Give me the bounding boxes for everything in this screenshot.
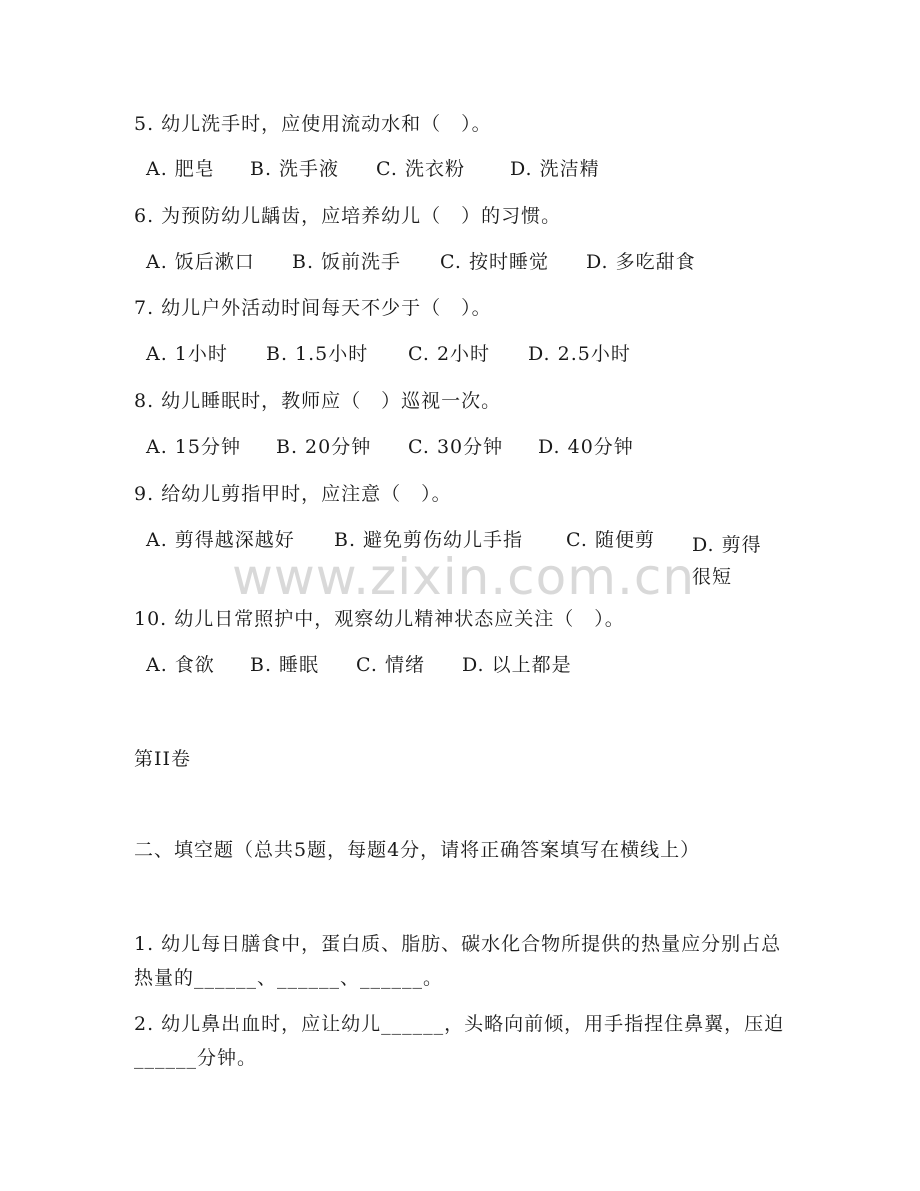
- question-7-option-d: D. 2.5小时: [528, 343, 631, 365]
- question-10-option-d: D. 以上都是: [462, 654, 572, 676]
- question-9-stem: 9. 给幼儿剪指甲时，应注意（ ）。: [134, 483, 452, 505]
- question-6-option-a: A. 饭后漱口: [146, 251, 255, 273]
- question-5-stem: 5. 幼儿洗手时，应使用流动水和（ ）。: [134, 113, 492, 135]
- question-9-option-d: D. 剪得很短: [692, 534, 762, 588]
- question-8-stem: 8. 幼儿睡眠时，教师应（ ）巡视一次。: [134, 390, 502, 412]
- question-8-option-b: B. 20分钟: [276, 436, 372, 458]
- question-5-option-d: D. 洗洁精: [510, 158, 600, 180]
- fill-blank-1: 1. 幼儿每日膳食中，蛋白质、脂肪、碳水化合物所提供的热量应分别占总热量的______、______、______。: [134, 933, 782, 989]
- question-7-options: [146, 343, 631, 365]
- question-8-option-c: C. 30分钟: [408, 436, 504, 458]
- volume-title: 第II卷: [134, 748, 192, 770]
- question-5-options: [146, 158, 600, 180]
- question-10-stem: 10. 幼儿日常照护中，观察幼儿精神状态应关注（ ）。: [134, 608, 625, 630]
- question-10-option-a: A. 食欲: [146, 654, 215, 676]
- question-5-option-b: B. 洗手液: [250, 158, 340, 180]
- question-6-option-b: B. 饭前洗手: [292, 251, 402, 273]
- question-10-option-b: B. 睡眠: [250, 654, 320, 676]
- question-6-stem: 6. 为预防幼儿龋齿，应培养幼儿（ ）的习惯。: [134, 205, 562, 227]
- question-7-option-b: B. 1.5小时: [266, 343, 369, 365]
- question-6-option-c: C. 按时睡觉: [440, 251, 549, 273]
- question-7-option-c: C. 2小时: [408, 343, 491, 365]
- question-5-option-c: C. 洗衣粉: [376, 158, 465, 180]
- question-5-option-a: A. 肥皂: [146, 158, 215, 180]
- question-8-option-a: A. 15分钟: [146, 436, 241, 458]
- question-10-option-c: C. 情绪: [356, 654, 425, 676]
- question-6-options: [146, 251, 696, 273]
- question-9-option-a: A. 剪得越深越好: [146, 529, 295, 551]
- question-9-option-c: C. 随便剪: [566, 529, 655, 551]
- question-10-options: [146, 654, 572, 676]
- section-title: 二、填空题（总共5题，每题4分，请将正确答案填写在横线上）: [134, 839, 701, 861]
- question-8-option-d: D. 40分钟: [538, 436, 634, 458]
- question-7-option-a: A. 1小时: [146, 343, 228, 365]
- question-9-option-b: B. 避免剪伤幼儿手指: [334, 529, 524, 551]
- question-8-options: [146, 436, 634, 458]
- question-7-stem: 7. 幼儿户外活动时间每天不少于（ ）。: [134, 297, 492, 319]
- question-6-option-d: D. 多吃甜食: [586, 251, 696, 273]
- watermark: www.zixin.com.cn: [232, 548, 696, 606]
- fill-blank-2: 2. 幼儿鼻出血时，应让幼儿______，头略向前倾，用手指捏住鼻翼，压迫______分钟。: [134, 1013, 785, 1069]
